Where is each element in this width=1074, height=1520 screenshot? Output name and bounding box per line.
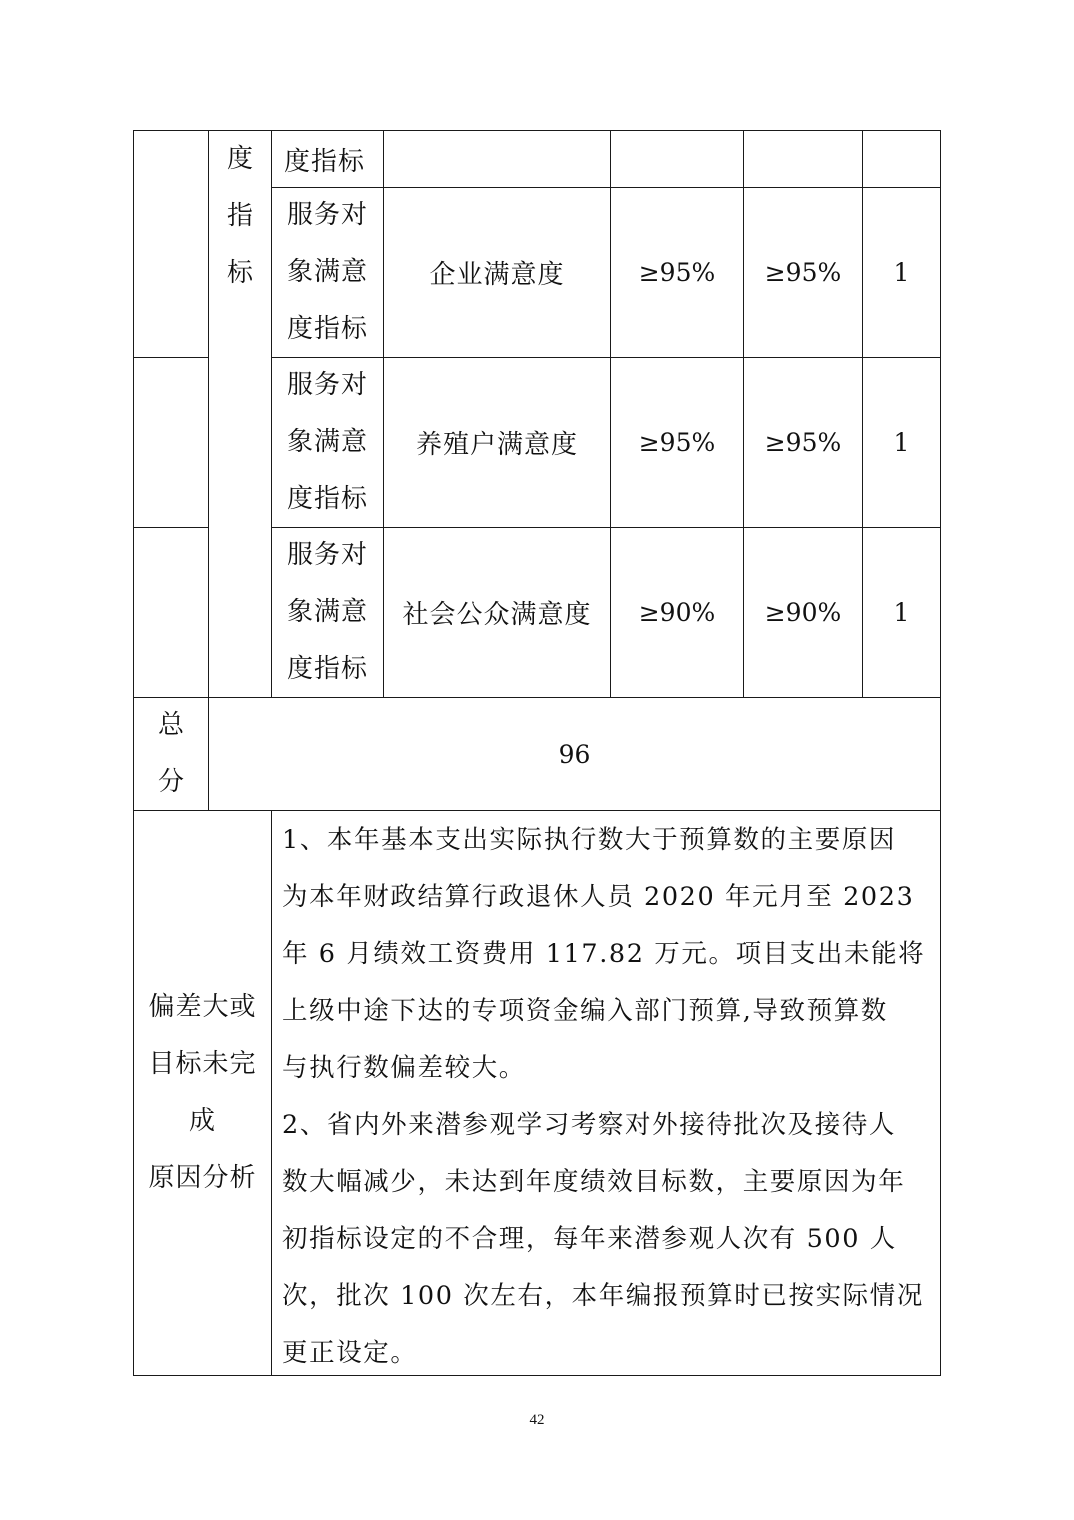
- actual-value: ≥90%: [764, 598, 842, 627]
- indicator-type-line: 服务对: [286, 200, 368, 230]
- target-value-cell: [611, 528, 743, 697]
- actual-value: ≥95%: [764, 258, 842, 287]
- group-label-char: 指: [226, 201, 253, 231]
- analysis-label-line: 原因分析: [148, 1163, 257, 1193]
- analysis-label-cell: [134, 811, 271, 1375]
- target-value-cell: [611, 358, 743, 527]
- indicator-name-cell: [384, 358, 610, 527]
- analysis-text-line: 上级中途下达的专项资金编入部门预算,导致预算数: [282, 996, 888, 1026]
- group-label-char: 度: [226, 144, 253, 174]
- indicator-name: 养殖户满意度: [415, 430, 578, 460]
- indicator-type-line: 象满意: [286, 427, 368, 457]
- analysis-text-line: 1、本年基本支出实际执行数大于预算数的主要原因: [282, 825, 897, 855]
- indicator-group-label: [209, 131, 271, 302]
- score-value: 1: [893, 598, 910, 627]
- indicator-type-line: 服务对: [286, 370, 368, 400]
- indicator-type-line: 度指标: [286, 314, 368, 344]
- score-cell: [863, 188, 940, 357]
- score-value: 1: [893, 428, 910, 457]
- indicator-type-line: 度指标: [286, 484, 368, 514]
- indicator-name-cell: [384, 528, 610, 697]
- indicator-type-line: 服务对: [286, 540, 368, 570]
- indicator-type-line: 度指标: [284, 146, 366, 177]
- target-value-cell: [611, 188, 743, 357]
- total-score-value: 96: [558, 739, 591, 769]
- indicator-type-line: 度指标: [286, 654, 368, 684]
- page-number: 42: [529, 1412, 545, 1428]
- total-score-cell: [209, 698, 940, 810]
- analysis-label-line: 成: [188, 1106, 216, 1136]
- analysis-label-line: 偏差大或: [148, 992, 257, 1022]
- analysis-label-line: 目标未完: [148, 1049, 257, 1079]
- analysis-text-line: 更正设定。: [282, 1338, 418, 1368]
- analysis-text-line: 数大幅减少，未达到年度绩效目标数，主要原因为年: [282, 1167, 906, 1197]
- analysis-text-line: 次，批次 100 次左右，本年编报预算时已按实际情况: [282, 1281, 924, 1311]
- score-cell: [863, 528, 940, 697]
- indicator-type-cell: [272, 358, 383, 527]
- indicator-type-cell: [272, 528, 383, 697]
- indicator-type-line: 象满意: [286, 257, 368, 287]
- indicator-name: 社会公众满意度: [402, 600, 592, 630]
- group-label-char: 标: [226, 258, 253, 288]
- target-value: ≥95%: [638, 258, 716, 287]
- row-divider: [133, 527, 208, 528]
- actual-value-cell: [744, 358, 862, 527]
- actual-value: ≥95%: [764, 428, 842, 457]
- target-value: ≥95%: [638, 428, 716, 457]
- analysis-text-line: 初指标设定的不合理，每年来潜参观人次有 500 人: [282, 1224, 897, 1254]
- table-border-right: [940, 130, 941, 1376]
- total-label-cell: [134, 698, 208, 810]
- analysis-text-line: 为本年财政结算行政退休人员 2020 年元月至 2023: [282, 882, 915, 912]
- score-value: 1: [893, 258, 910, 287]
- analysis-text-line: 年 6 月绩效工资费用 117.82 万元。项目支出未能将: [282, 939, 926, 969]
- col-divider: [271, 810, 272, 1376]
- indicator-name-cell: [383, 131, 610, 187]
- analysis-text-line: 与执行数偏差较大。: [282, 1053, 526, 1083]
- indicator-name-cell: [384, 188, 610, 357]
- analysis-text: [282, 812, 937, 1382]
- actual-value-cell: [744, 188, 862, 357]
- row-divider: [133, 357, 208, 358]
- total-label-char: 分: [157, 767, 184, 797]
- analysis-text-line: 2、省内外来潜参观学习考察对外接待批次及接待人: [282, 1110, 897, 1140]
- indicator-type-line: 象满意: [286, 597, 368, 627]
- indicator-name: 企业满意度: [429, 260, 565, 290]
- total-label-char: 总: [157, 710, 184, 740]
- actual-value-cell: [744, 528, 862, 697]
- score-cell: [863, 358, 940, 527]
- indicator-type-cell: [272, 188, 383, 357]
- target-value: ≥90%: [638, 598, 716, 627]
